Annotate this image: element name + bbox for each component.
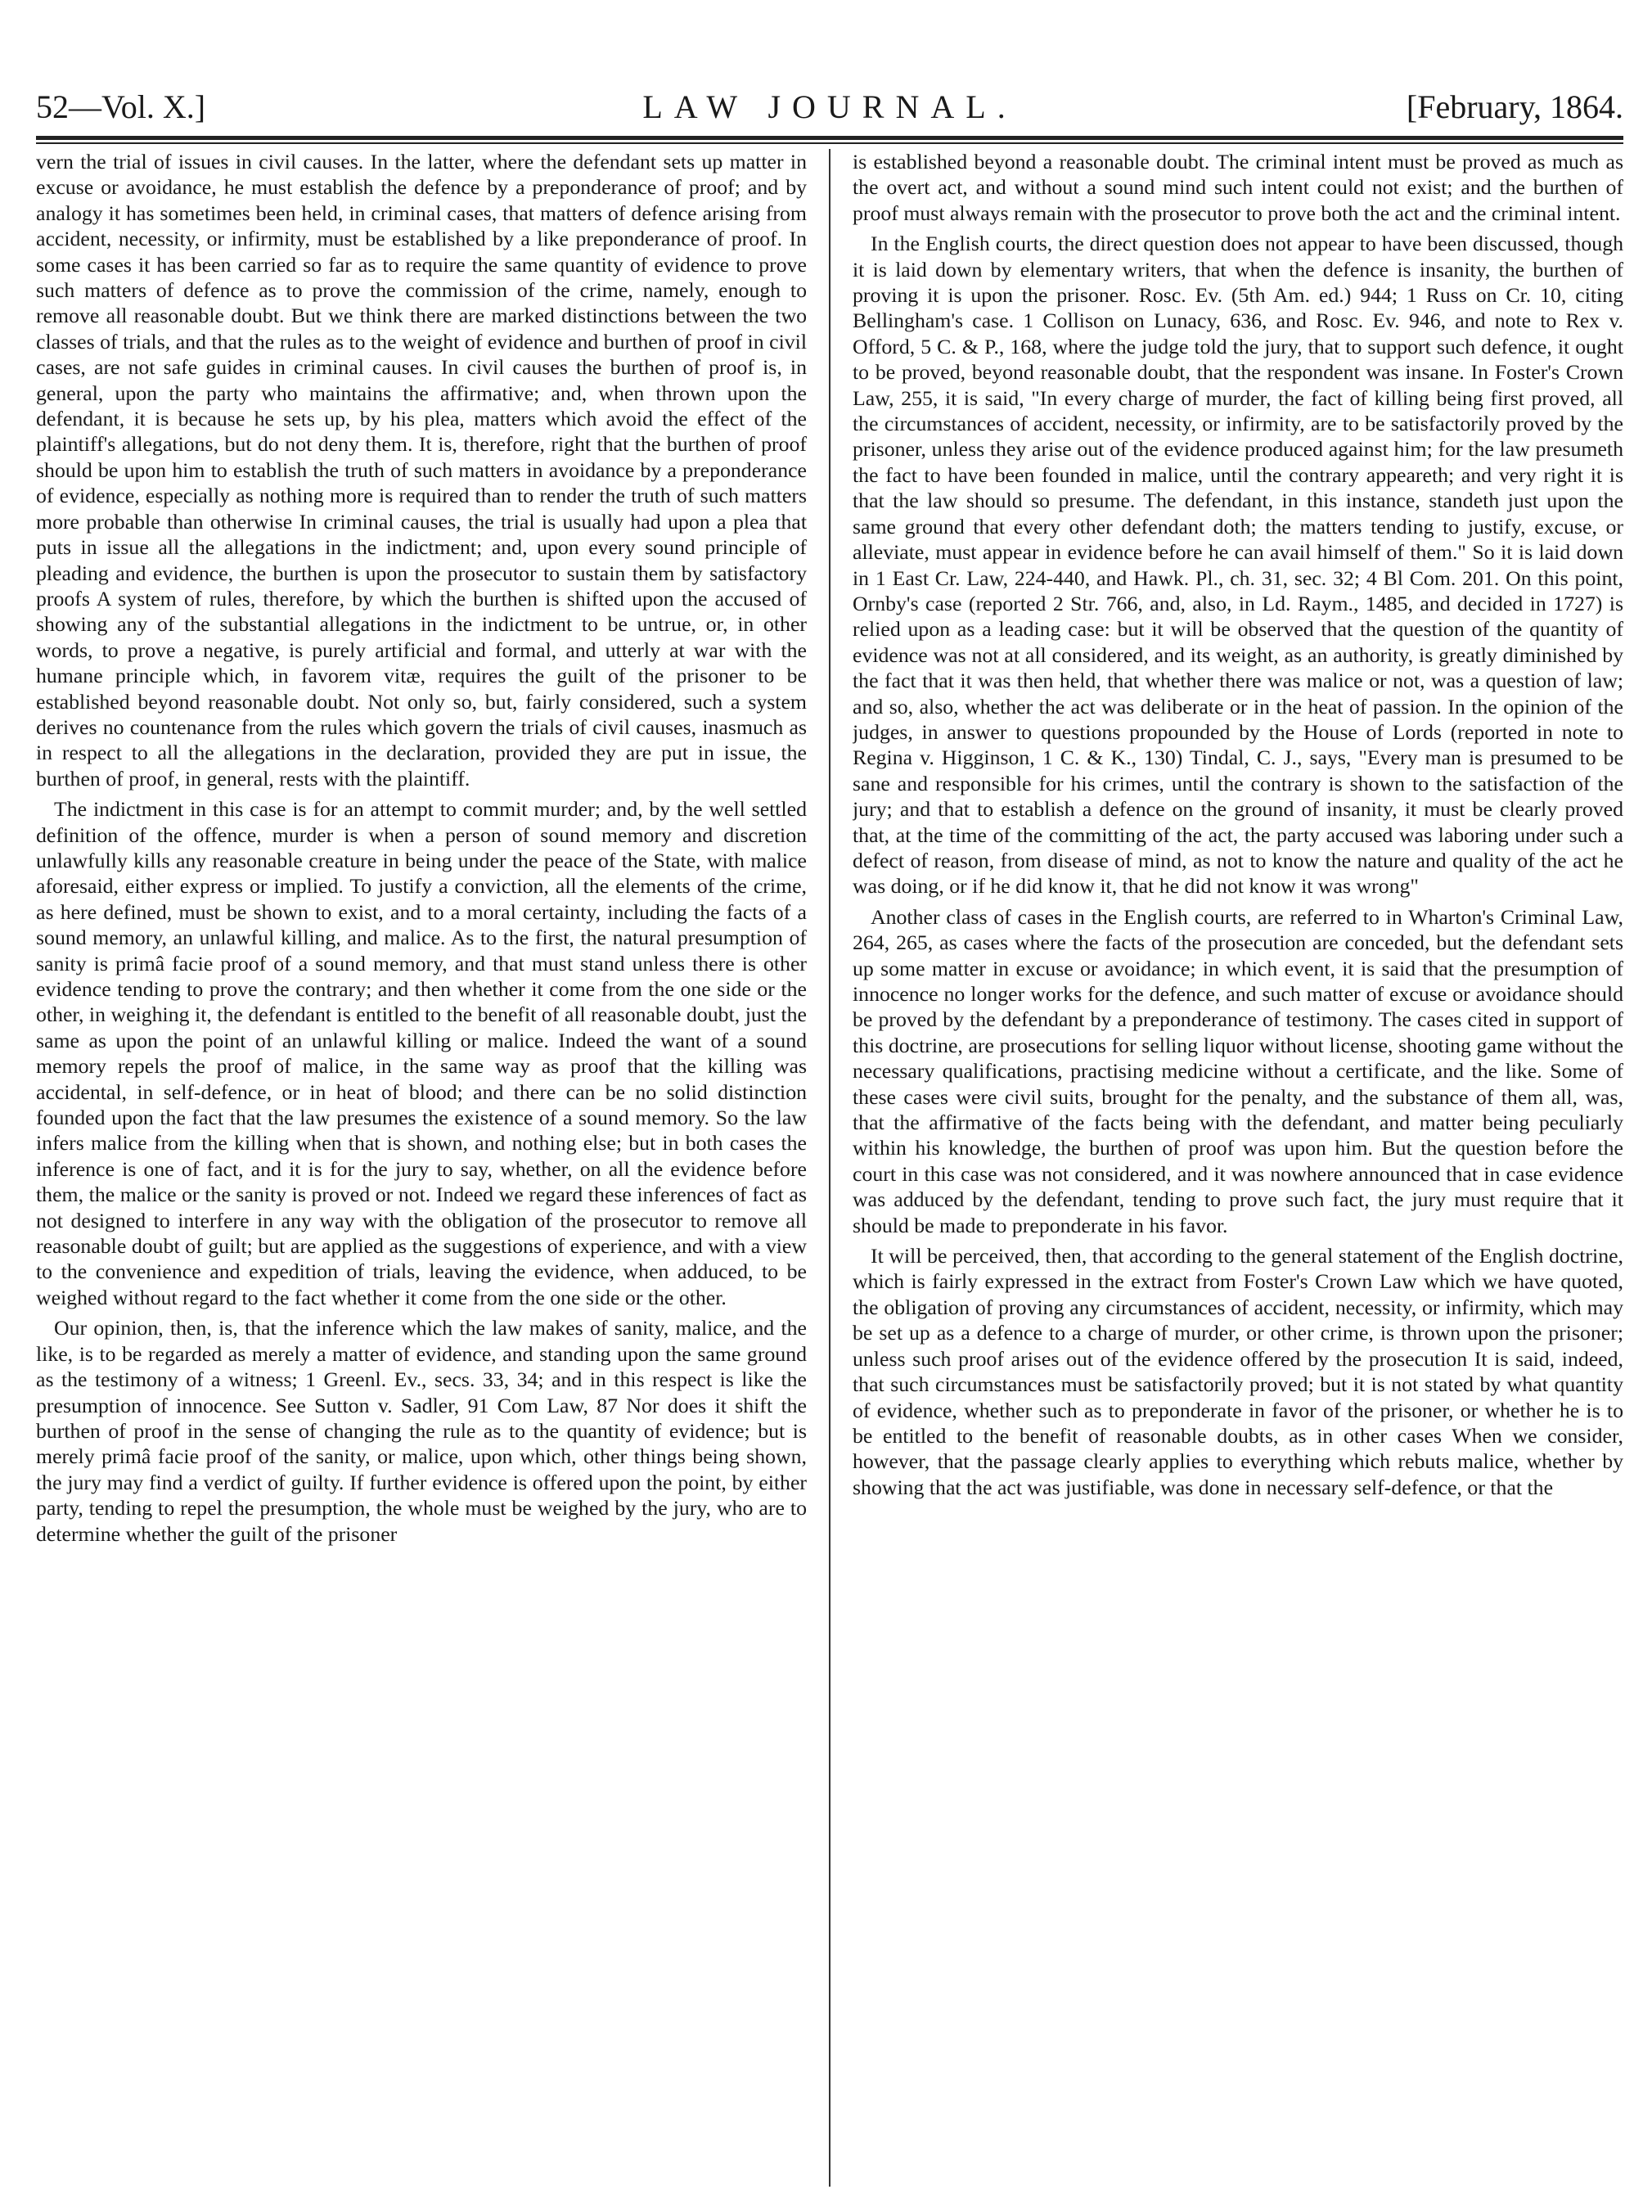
paragraph: Another class of cases in the English courts, are referred to in Wharton's Criminal Law, 264, 265, as cases where the facts of the prosecution are conceded, but the defendant sets up some matter in excuse or avoidance; in which event, it is said that the presumption of innocence no longer works for the defence, and such matter of excuse or avoidance should be proved by the defendant by a preponderance of testimony. The cases cited in support of this doctrine, are prosecutions for selling liquor without license, shooting game without the necessary qualifications, practising medicine without a certificate, and the like. Some of these cases were civil suits, brought for the penalty, and the substance of them all, was, that the affirmative of the facts being with the defendant, and matter being peculiarly within his knowledge, the burthen of proof was upon him. But the question before the court in this case was not considered, and it was nowhere announced that in case evidence was adduced by the defendant, tending to prove such fact, the jury must require that it should be made to preponderate in his favor. [853,904,1623,1237]
journal-title: LAW JOURNAL. [642,88,1017,125]
volume-label: 52—Vol. X.] [36,88,206,125]
paragraph: In the English courts, the direct question does not appear to have been discussed, though it is laid down by elementary writers, that when the defence is insanity, the burthen of proving it is upon the prisoner. Rosc. Ev. (5th Am. ed.) 944; 1 Russ on Cr. 10, citing Bellingham's case. 1 Collison on Lunacy, 636, and Rosc. Ev. 946, and note to Rex v. Offord, 5 C. & P., 168, where the judge told the jury, that to support such defence, it ought to be proved, beyond reasonable doubt, that the respondent was insane. In Foster's Crown Law, 255, it is said, "In every charge of murder, the fact of killing being first proved, all the circumstances of accident, necessity, or infirmity, are to be satisfactorily proved by the prisoner, unless they arise out of the evidence produced against him; for the law presumeth the fact to have been founded in malice, until the contrary appeareth; and very right it is that the law should so presume. The defendant, in this instance, standeth just upon the same ground that every other defendant doth; the matters tending to justify, excuse, or alleviate, must appear in evidence before he can avail himself of them." So it is laid down in 1 East Cr. Law, 224-440, and Hawk. Pl., ch. 31, sec. 32; 4 Bl Com. 201. On this point, Ornby's case (reported 2 Str. 766, and, also, in Ld. Raym., 1485, and decided in 1727) is relied upon as a leading case: but it will be observed that the question of the quantity of evidence was not at all considered, and its weight, as an authority, is greatly diminished by the fact that it was then held, that whether there was malice or not, was a question of law; and so, also, whether the act was deliberate or in the heat of passion. In the opinion of the judges, in answer to questions propounded by the House of Lords (reported in note to Regina v. Higginson, 1 C. & K., 130) Tindal, C. J., says, "Every man is presumed to be sane and responsible for his crimes, until the contrary is shown to the satisfaction of the jury; and that to establish a defence on the ground of insanity, it must be clearly proved that, at the time of the committing of the act, the party accused was laboring under such a defect of reason, from disease of mind, as not to know the nature and quality of the act he was doing, or if he did know it, that he did not know it was wrong" [853,232,1623,899]
paragraph: vern the trial of issues in civil causes. In the latter, where the defendant sets up matter in excuse or avoidance, he must establish the defence by a preponderance of proof; and by analogy it has sometimes been held, in criminal cases, that matters of defence arising from accident, necessity, or infirmity, must be established by a like preponderance of proof. In some cases it has been carried so far as to require the same quantity of evidence to prove such matters of defence as to prove the commission of the crime, namely, enough to remove all reasonable doubt. But we think there are marked distinctions between the two classes of trials, and that the rules as to the weight of evidence and burthen of proof in civil cases, are not safe guides in criminal causes. In civil causes the burthen of proof is, in general, upon the party who maintains the affirmative; and, when thrown upon the defendant, it is because he sets up, by his plea, matters which avoid the effect of the plaintiff's allegations, but do not deny them. It is, therefore, right that the burthen of proof should be upon him to establish the truth of such matters in avoidance by a preponderance of evidence, especially as nothing more is required than to render the truth of such matters more probable than otherwise In criminal causes, the trial is usually had upon a plea that puts in issue all the allegations in the indictment; and, upon every sound principle of pleading and evidence, the burthen is upon the prosecutor to sustain them by satisfactory proofs A system of rules, therefore, by which the burthen is shifted upon the accused of showing any of the substantial allegations in the indictment to be untrue, or, in other words, to prove a negative, is purely artificial and formal, and utterly at war with the humane principle which, in favorem vitæ, requires the guilt of the prisoner to be established beyond reasonable doubt. Not only so, but, fairly considered, such a system derives no countenance from the rules which govern the trials of civil causes, inasmuch as in respect to all the allegations in the declaration, provided they are put in issue, the burthen of proof, in general, rests with the plaintiff. [36,150,807,791]
paragraph: It will be perceived, then, that according to the general statement of the English doctrine, which is fairly expressed in the extract from Foster's Crown Law which we have quoted, the obligation of proving any circumstances of accident, necessity, or infirmity, which may be set up as a defence to a charge of murder, or other crime, is thrown upon the prisoner; unless such proof arises out of the evidence offered by the prosecution It is said, indeed, that such circumstances must be satisfactorily proved; but it is not stated by what quantity of evidence, whether such as to preponderate in favor of the prisoner, or whether he is to be entitled to the benefit of reasonable doubts, as in other cases When we consider, however, that the passage clearly applies to everything which rebuts malice, whether by showing that the act was justifiable, was done in necessary self-defence, or that the [853,1244,1623,1499]
column-divider [829,149,831,2187]
header-rule-thin [36,142,1623,144]
header-rule [36,136,1623,140]
paragraph: The indictment in this case is for an attempt to commit murder; and, by the well settled definition of the offence, murder is when a person of sound memory and discretion unlawfully kills any reasonable creature in being under the peace of the State, with malice aforesaid, either express or implied. To justify a conviction, all the elements of the crime, as here defined, must be shown to exist, and to a moral certainty, including the facts of a sound memory, an unlawful killing, and malice. As to the first, the natural presumption of sanity is primâ facie proof of a sound memory, and that must stand unless there is other evidence tending to prove the contrary; and then whether it come from the one side or the other, in weighing it, the defendant is entitled to the benefit of all reasonable doubt, just the same as upon the point of an unlawful killing or malice. Indeed the want of a sound memory repels the proof of malice, in the same way as proof that the killing was accidental, in self-defence, or in heat of blood; and there can be no solid distinction founded upon the fact that the law presumes the existence of a sound memory. So the law infers malice from the killing when that is shown, and nothing else; but in both cases the inference is one of fact, and it is for the jury to say, whether, on all the evidence before them, the malice or the sanity is proved or not. Indeed we regard these inferences of fact as not designed to interfere in any way with the obligation of the prosecutor to remove all reasonable doubt of guilt; but are applied as the suggestions of experience, and with a view to the convenience and expedition of trials, leaving the evidence, when adduced, to be weighed without regard to the fact whether it come from the one side or the other. [36,797,807,1309]
left-column [36,149,807,2187]
paragraph: is established beyond a reasonable doubt. The criminal intent must be proved as much as the overt act, and without a sound mind such intent could not exist; and the burthen of proof must always remain with the prosecutor to prove both the act and the criminal intent. [853,150,1623,225]
right-column [853,149,1623,2187]
page-header [36,79,1623,136]
paragraph: Our opinion, then, is, that the inference which the law makes of sanity, malice, and the like, is to be regarded as merely a matter of evidence, and standing upon the same ground as the testimony of a witness; 1 Greenl. Ev., secs. 33, 34; and in this respect is like the presumption of innocence. See Sutton v. Sadler, 91 Com Law, 87 Nor does it shift the burthen of proof in the sense of changing the rule as to the quantity of evidence; but is merely primâ facie proof of the sanity, or malice, upon which, other things being shown, the jury may find a verdict of guilty. If further evidence is offered upon the point, by either party, tending to repel the presumption, the whole must be weighed by the jury, who are to determine whether the guilt of the prisoner [36,1316,807,1546]
issue-date: [February, 1864. [1406,88,1623,125]
